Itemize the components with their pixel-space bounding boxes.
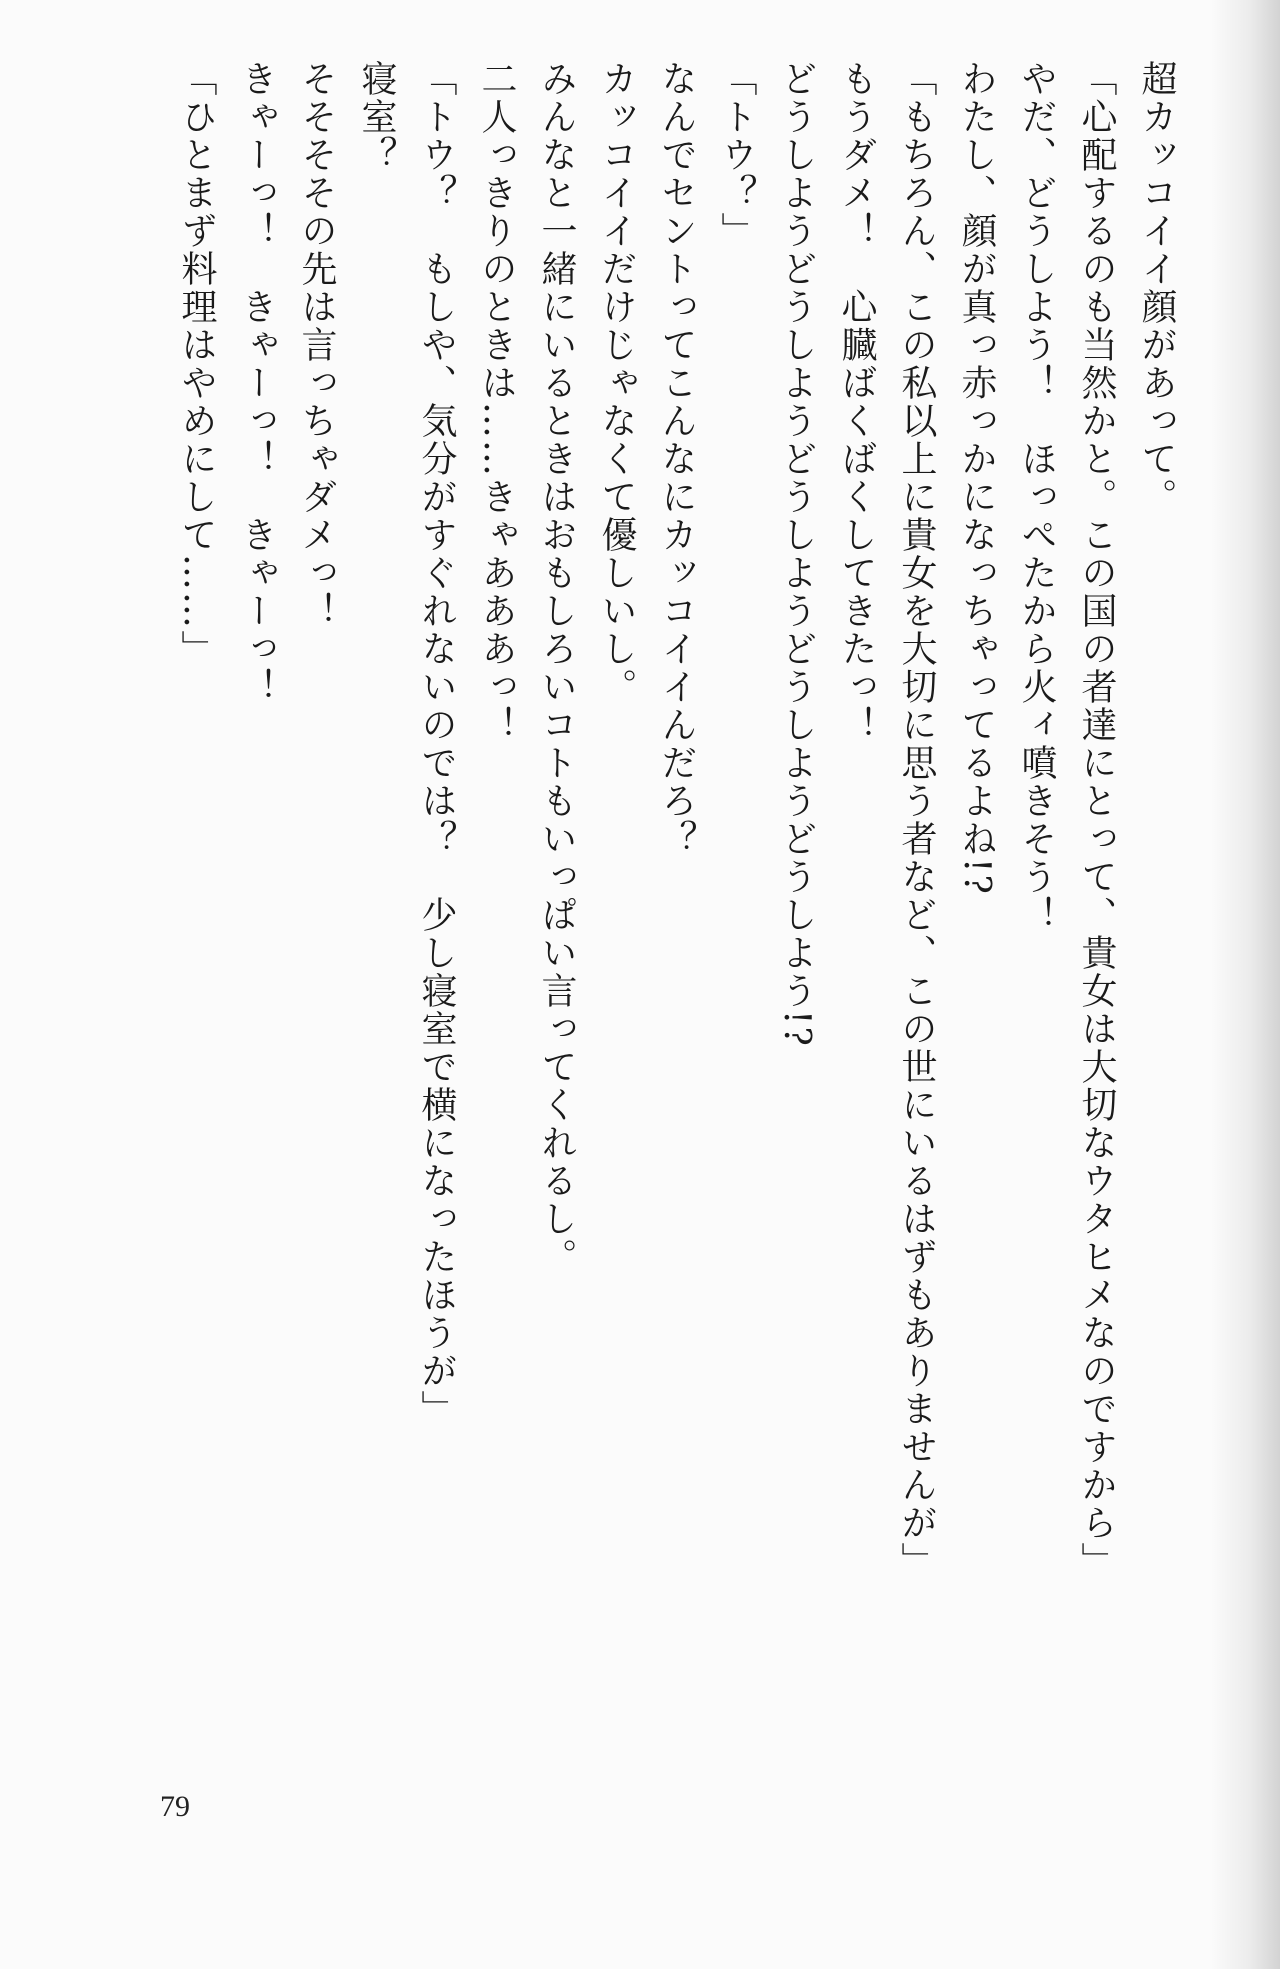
page-gutter-shadow (1210, 0, 1280, 1969)
text-line: そそそその先は言っちゃダメっ！ (296, 60, 337, 630)
text-line: 二人っきりのときは……きゃあああっ！ (476, 60, 517, 744)
text-line: やだ、どうしよう！ ほっぺたから火ィ噴きそう！ (1016, 60, 1057, 934)
text-line: 「ひとまず料理はやめにして……」 (176, 60, 217, 668)
text-line: もうダメ！ 心臓ばくばくしてきたっ！ (836, 60, 877, 744)
text-line: 寝室？ (356, 60, 397, 174)
page-number: 79 (160, 1790, 190, 1823)
text-line: どうしようどうしようどうしようどうしようどうしよう!? (776, 60, 817, 1048)
text-line: カッコイイだけじゃなくて優しいし。 (596, 60, 637, 706)
vertical-text-block (172, 60, 1180, 1660)
text-line: みんなと一緒にいるときはおもしろいコトもいっぱい言ってくれるし。 (536, 60, 577, 1276)
text-line: なんでセントってこんなにカッコイイんだろ？ (656, 60, 697, 858)
text-line: 「トウ？ もしや、気分がすぐれないのでは？ 少し寝室で横になったほうが」 (416, 60, 457, 1428)
text-line: 「もちろん、この私以上に貴女を大切に思う者など、この世にいるはずもありませんが」 (896, 60, 937, 1580)
text-line: きゃーっ！ きゃーっ！ きゃーっ！ (236, 60, 277, 706)
text-line: 「トウ？」 (716, 60, 757, 250)
text-line: わたし、顔が真っ赤っかになっちゃってるよね!? (956, 60, 997, 896)
text-line: 超カッコイイ顔があって。 (1136, 60, 1177, 516)
text-line: 「心配するのも当然かと。この国の者達にとって、貴女は大切なウタヒメなのですから」 (1076, 60, 1117, 1580)
